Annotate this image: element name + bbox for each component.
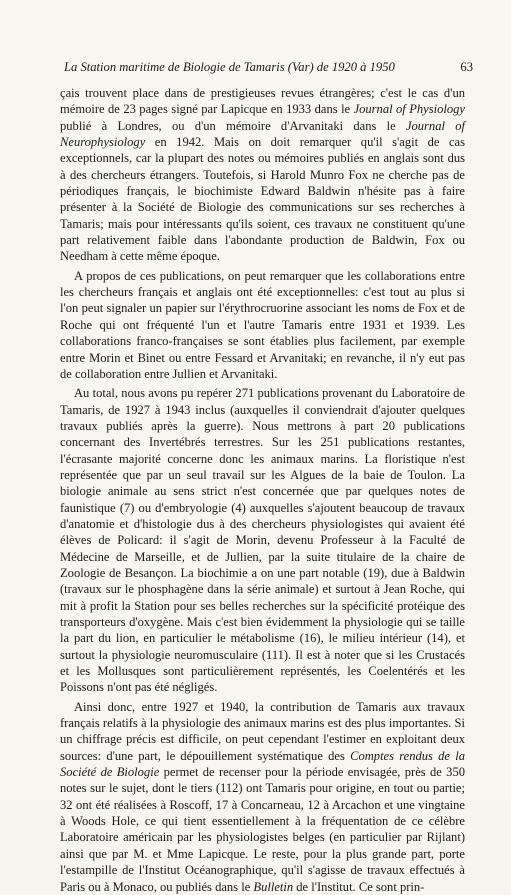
- paragraph-2: [60, 268, 465, 382]
- journal-title: Journal of Physiology: [353, 102, 465, 117]
- text-run: A propos de ces publications, on peut remarquer que les collaborations entre les chercheurs français et anglais ont été exceptionnelles: c'est tout au plus si l'on peut signaler un papier sur l'érythrocruorine associant les noms de Fox et de Roche qui ont fréquenté l'un et l'autre Tamaris entre 1931 et 1939. Les collaborations franco-françaises se sont établies plus facilement, par exemple entre Morin et Binet ou entre Fessard et Arvanitaki; en revanche, il n'y eut pas de collaboration entre Jullien et Arvanitaki.: [60, 268, 465, 381]
- paragraph-4: [60, 699, 465, 895]
- text-run: çais trouvent place dans de prestigieuses revues étrangères; c'est le cas d'un mémoire de 23 pages signé par Lapicque en 1933 dans le: [60, 86, 465, 117]
- journal-title: Comptes rendus de la Société de Biologie: [60, 748, 465, 780]
- text-run: en 1942. Mais on doit remarquer qu'il s'agit de cas exceptionnels, car la plupart des notes ou mémoires publiés en anglais sont dus à des chercheurs étrangers. Toutefois, si Harold Munro Fox ne cherche pas de périodiques français, le biochimiste Edward Baldwin n'hésite pas à faire présenter à la Société de Biologie des communications sur ses recherches à Tamaris; mais pour intéressants qu'ils soient, ces travaux ne constituent qu'une part relativement faible dans l'abondante production de Baldwin, Fox ou Needham à cette même époque.: [60, 135, 465, 264]
- text-run: de l'Institut. Ce sont prin-: [293, 879, 425, 894]
- text-run: permet de recenser pour la période envisagée, près de 350 notes sur le sujet, dont le tiers (112) ont Tamaris pour origine, en tout ou partie; 32 ont été réalisées à Roscoff, 17 à Concarneau, 12 à Arcachon et une vingtaine à Woods Hole, ce qui tient essentiellement à la fréquentation de ce célèbre Laboratoire américain par les physiologistes belges (en particulier par Rijlant) ainsi que par M. et Mme Lapicque. Le reste, pour la plus grande part, porte l'estampille de l'Institut Océanographique, qu'il s'agisse de travaux effectués à Paris ou à Monaco, ou publiés dans le: [60, 765, 465, 894]
- paragraph-1: [60, 85, 465, 265]
- journal-title: Journal of Neurophysiology: [60, 118, 465, 150]
- body-text: [60, 85, 465, 895]
- text-run: Ainsi donc, entre 1927 et 1940, la contribution de Tamaris aux travaux français relatifs à la physiologie des animaux marins est des plus importantes. Si un chiffrage précis est difficile, on peut cependant l'estimer en exploitant deux sources: d'une part, le dépouillement systématique des: [60, 699, 465, 763]
- text-run: Au total, nous avons pu repérer 271 publications provenant du Laboratoire de Tamaris, de 1927 à 1943 inclus (auxquelles il conviendrait d'ajouter quelques travaux publiés après la guerre). Nous mettrons à part 20 publications concernant des Invertébrés terrestres. Sur les 251 publications restantes, l'écrasante majorité concerne donc les animaux marins. La floristique n'est représentée que par un seul travail sur les Algues de la baie de Toulon. La biologie animale au sens strict n'est concernée que par quelques notes de faunistique (7) ou d'embryologie (4) auxquelles s'ajoutent beaucoup de travaux d'anatomie et d'histologie dus à des chercheurs physiologistes qui avaient été élèves de Policard: il s'agit de Morin, devenu Professeur à la Faculté de Médecine de Marseille, et de Jullien, par la suite titulaire de la chaire de Zoologie de Besançon. La biochimie a on une part notable (19), due à Baldwin (travaux sur le phosphagène dans la série animale) et surtout à Jean Roche, qui mit à profit la Station pour ses belles recherches sur la spécificité protéique des transporteurs d'oxygène. Mais c'est bien évidemment la physiologie qui se taille la part du lion, en particulier le métabolisme (16), le milieu intérieur (14), et surtout la physiologie neuromusculaire (111). Il est à noter que si les Crustacés et les Mollusques sont particulièrement représentés, les Coelentérés et les Poissons n'ont pas été négligés.: [60, 386, 465, 695]
- text-run: publié à Londres, ou d'un mémoire d'Arvanitaki dans le: [60, 118, 406, 133]
- page-number: 63: [460, 60, 473, 74]
- journal-title: Bulletin: [253, 879, 294, 894]
- paragraph-3: [60, 385, 465, 696]
- running-title: La Station maritime de Biologie de Tamaris (Var) de 1920 à 1950: [64, 60, 395, 74]
